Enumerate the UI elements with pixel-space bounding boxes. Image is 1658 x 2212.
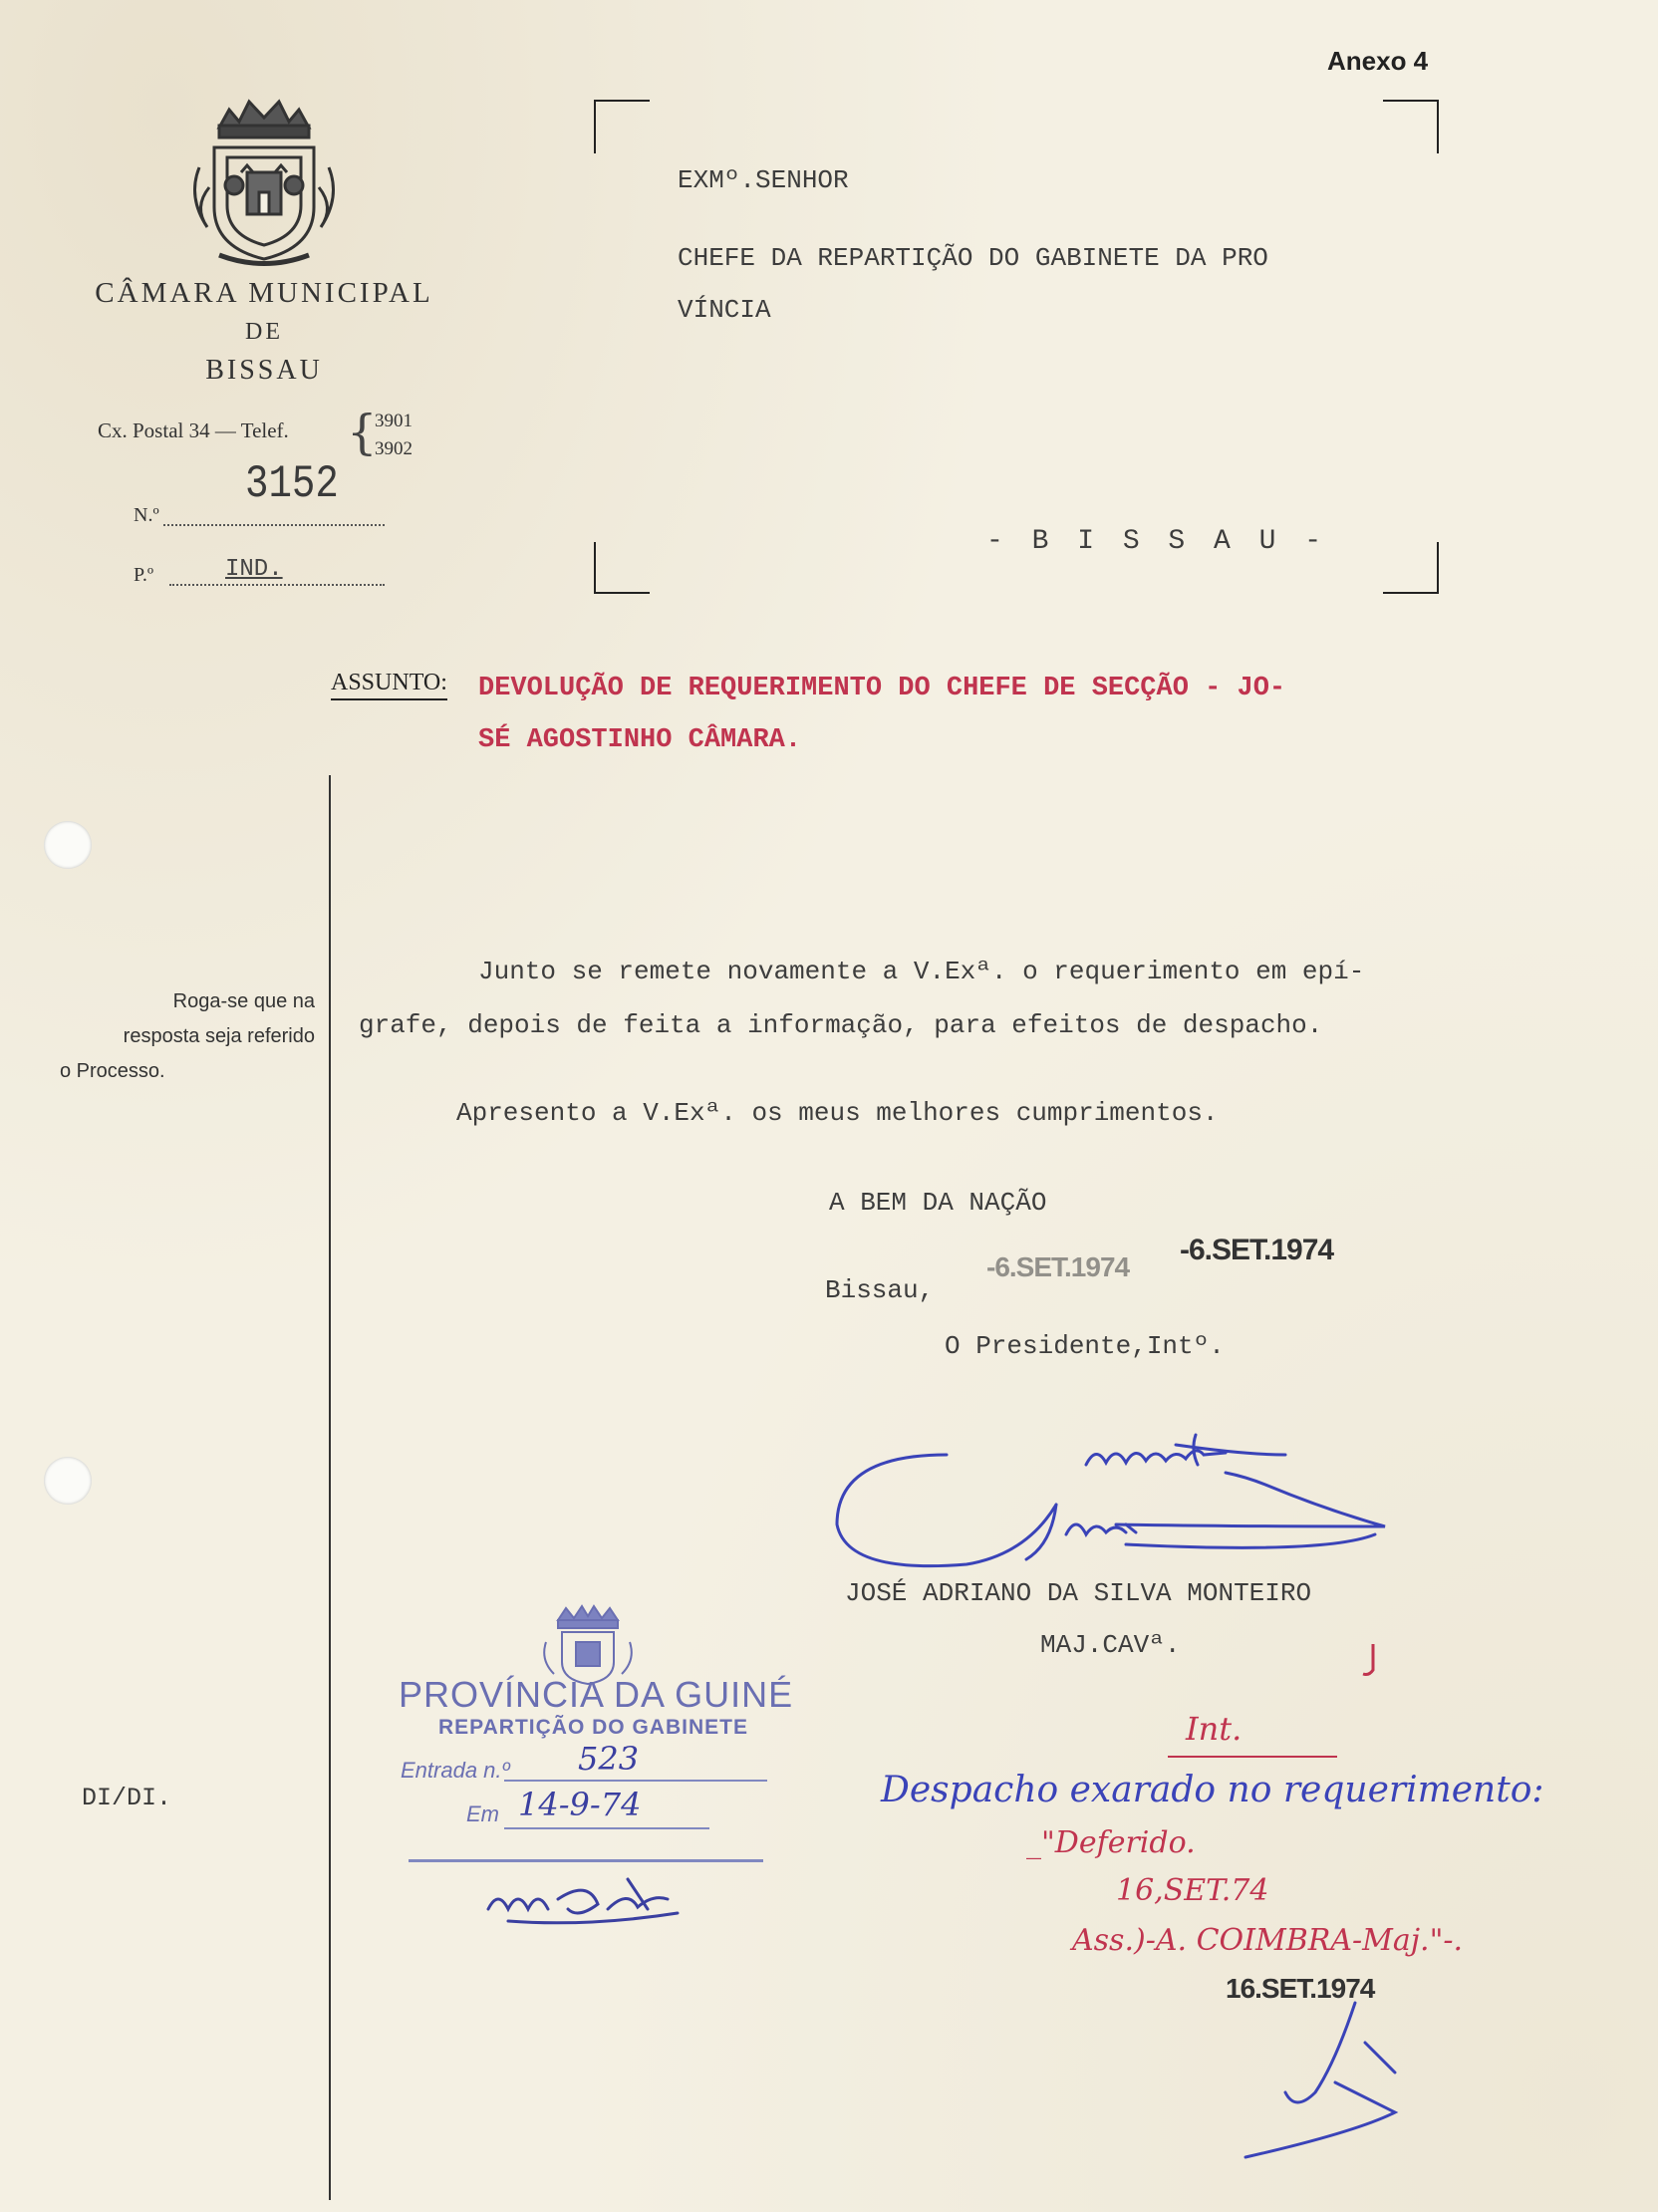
dispatch-int: Int. [1186,1710,1243,1748]
signatory-name: JOSÉ ADRIANO DA SILVA MONTEIRO [845,1578,1312,1608]
reference-initials: DI/DI. [82,1784,172,1812]
address-corner-top-right [1383,100,1439,153]
stamp-date-label: Em [466,1801,499,1826]
red-tick-mark [1359,1640,1379,1680]
handwritten-signature [827,1415,1405,1584]
stamp-entry-line [504,1780,767,1782]
stamp-signature-line [409,1859,763,1862]
place: Bissau, [825,1275,935,1305]
process-dotted-line [169,584,385,586]
dispatch-date-stamp: 16.SET.1974 [1226,1973,1375,2004]
dispatch-line-1: Despacho exarado no requerimento: [881,1770,1544,1810]
body-paragraph1-line2: grafe, depois de feita a informação, para efeitos de despacho. [359,1010,1323,1040]
org-name-line1: CÂMARA MUNICIPAL [95,277,433,309]
number-dotted-line [163,524,385,526]
side-note-line1: Roga-se que na [172,990,315,1012]
dispatch-line-3: 16,SET.74 [1116,1873,1269,1908]
stamp-department: REPARTIÇÃO DO GABINETE [438,1716,748,1739]
blue-check-mark [1236,1983,1455,2162]
stamp-date-line [504,1827,709,1829]
side-note-line2: resposta seja referido [123,1025,315,1047]
address-corner-bottom-right [1383,542,1439,594]
punch-hole-bottom [44,1457,92,1505]
phone-1: 3901 [375,411,413,431]
stamp-entry-value: 523 [578,1740,640,1778]
stamp-province: PROVÍNCIA DA GUINÉ [399,1674,794,1715]
subject-line-2: SÉ AGOSTINHO CÂMARA. [478,725,802,755]
process-value: IND. [225,556,283,583]
side-note-line3: o Processo. [60,1060,165,1082]
stamp-initials-signature [478,1869,697,1929]
annex-label: Anexo 4 [1327,46,1429,76]
date-stamp: -6.SET.1974 [1180,1234,1334,1266]
stamp-entry-label: Entrada n.º [401,1758,510,1783]
address-line-3: VÍNCIA [678,295,771,325]
subject-label: ASSUNTO: [331,670,447,700]
process-label: P.º [134,564,154,586]
org-name-line2: DE [245,319,283,345]
body-paragraph1-line1: Junto se remete novamente a V.Exª. o requerimento em epí- [478,957,1365,986]
brace-glyph: { [347,405,378,460]
address-line-2: CHEFE DA REPARTIÇÃO DO GABINETE DA PRO [678,243,1268,273]
subject-line-1: DEVOLUÇÃO DE REQUERIMENTO DO CHEFE DE SECÇÃO - JO- [478,674,1286,703]
address-corner-top-left [594,100,650,153]
municipal-crest-icon [179,88,349,267]
phone-2: 3902 [375,438,413,459]
stamp-date-value: 14-9-74 [518,1786,642,1823]
address-city: - B I S S A U - [986,526,1328,557]
dispatch-line-4: Ass.)-A. COIMBRA-Maj."-. [1072,1923,1464,1958]
address-corner-bottom-left [594,542,650,594]
date-stamp-faded: -6.SET.1974 [986,1251,1130,1282]
number-value: 3152 [245,458,339,510]
side-note [60,984,315,1089]
punch-hole-top [44,821,92,869]
closing-salutation: A BEM DA NAÇÃO [829,1188,1047,1218]
dispatch-line-2: _"Deferido. [1026,1825,1196,1860]
postal-info: Cx. Postal 34 — Telef. [98,418,289,442]
dispatch-int-underline [1168,1756,1337,1758]
address-line-1: EXMº.SENHOR [678,165,849,195]
margin-divider [329,775,331,2200]
signatory-rank: MAJ.CAVª. [1040,1630,1181,1660]
number-label: N.º [134,504,159,526]
signatory-title: O Presidente,Intº. [945,1331,1225,1361]
body-paragraph2: Apresento a V.Exª. os meus melhores cumprimentos. [456,1098,1219,1128]
org-name-line3: BISSAU [205,355,323,386]
